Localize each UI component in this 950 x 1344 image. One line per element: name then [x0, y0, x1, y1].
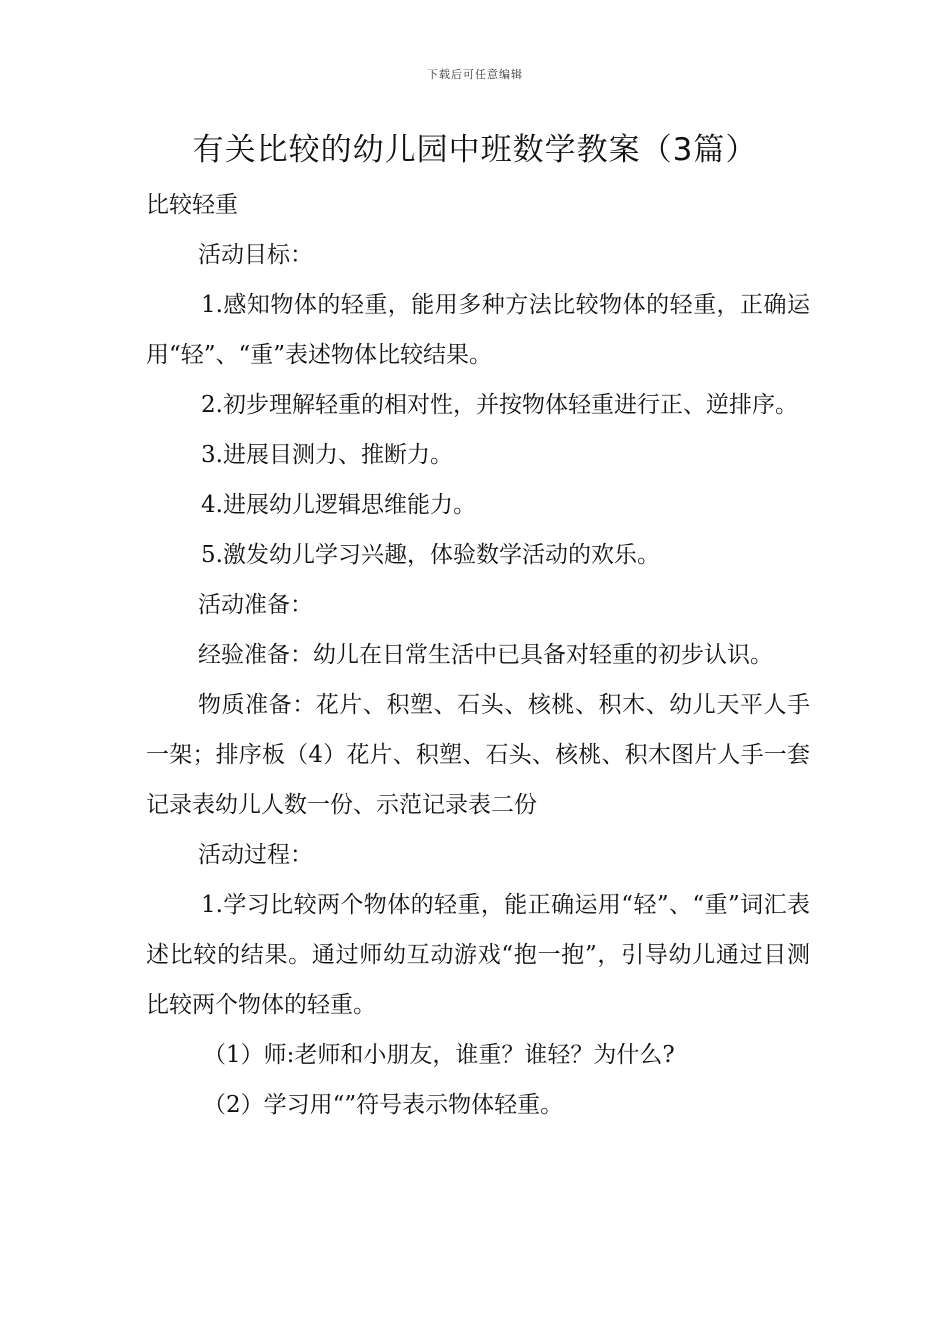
goal-item-2: 2.初步理解轻重的相对性，并按物体轻重进行正、逆排序。 [201, 392, 798, 418]
goal-item-4: 4.进展幼儿逻辑思维能力。 [201, 492, 476, 518]
material-preparation: 物质准备：花片、积塑、石头、核桃、积木、幼儿天平人手一架；排序板（4）花片、积塑、石头、核桃、积木图片人手一套记录表幼儿人数一份、示范记录表二份 [146, 692, 810, 818]
document-title: 有关比较的幼儿园中班数学教案（3篇） [192, 132, 758, 168]
activity-goals-heading: 活动目标： [198, 242, 313, 268]
goal-item-5: 5.激发幼儿学习兴趣，体验数学活动的欢乐。 [201, 542, 660, 568]
process-substep-2: （2）学习用“”符号表示物体轻重。 [203, 1092, 564, 1118]
goal-item-1: 1.感知物体的轻重，能用多种方法比较物体的轻重，正确运用“轻”、“重”表述物体比较结果。 [146, 292, 810, 368]
experience-preparation: 经验准备：幼儿在日常生活中已具备对轻重的初步认识。 [198, 642, 773, 668]
section-heading: 比较轻重 [146, 192, 238, 218]
page-header-note: 下载后可任意编辑 [427, 68, 523, 81]
goal-item-3: 3.进展目测力、推断力。 [201, 442, 453, 468]
activity-preparation-heading: 活动准备： [198, 592, 313, 618]
process-step-1: 1.学习比较两个物体的轻重，能正确运用“轻”、“重”词汇表述比较的结果。通过师幼互动游戏“抱一抱”，引导幼儿通过目测比较两个物体的轻重。 [146, 892, 810, 1018]
activity-process-heading: 活动过程： [198, 842, 313, 868]
process-substep-1: （1）师:老师和小朋友，谁重？谁轻？为什么? [203, 1042, 675, 1068]
document-body [146, 180, 810, 1130]
